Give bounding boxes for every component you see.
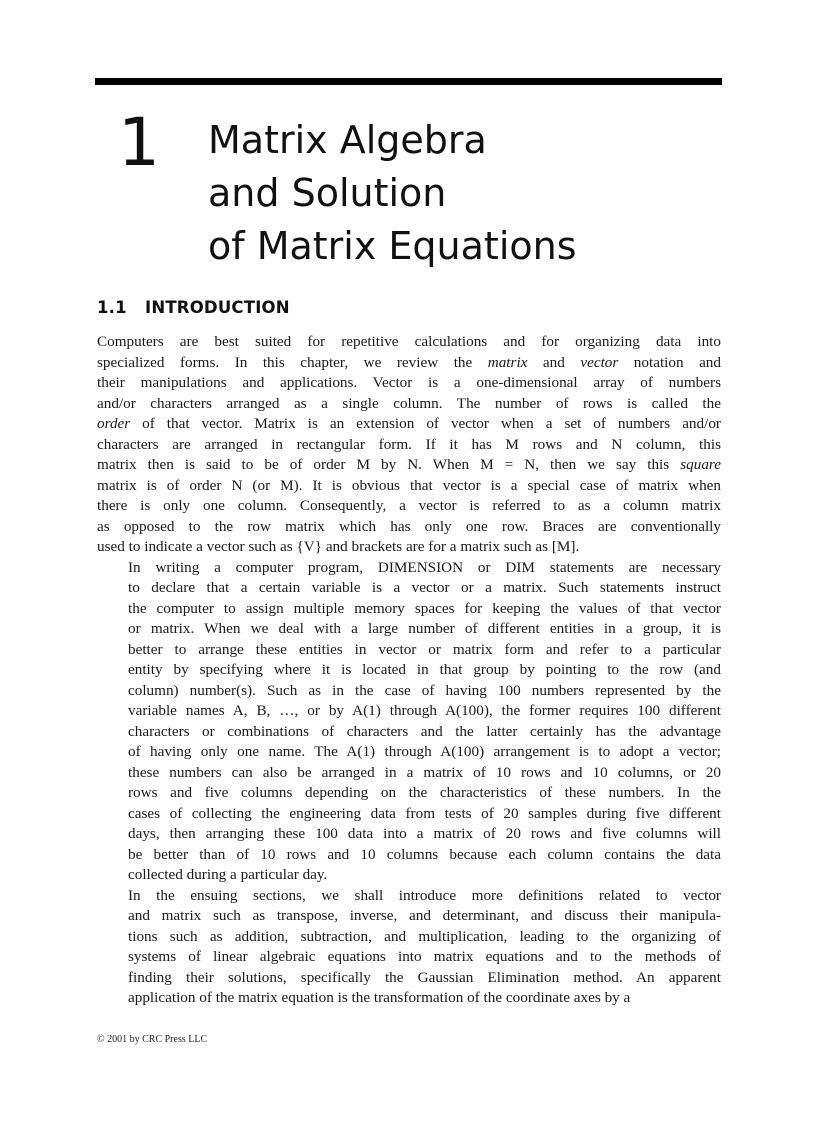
text-line	[97, 537, 721, 558]
text-segment: characters are arranged in rectangular form. If it has M rows and N column, this	[97, 435, 721, 453]
chapter-top-rule	[95, 78, 722, 85]
text-line	[97, 599, 721, 620]
text-line	[97, 742, 721, 763]
text-segment: application of the matrix equation is the transformation of the coordinate axes by a	[128, 989, 631, 1006]
text-segment: systems of linear algebraic equations into matrix equations and to the methods of	[128, 948, 721, 965]
text-line	[97, 517, 721, 538]
text-segment: collected during a particular day.	[128, 866, 328, 883]
text-segment: column) number(s). Such as in the case of having 100 numbers represented by the	[128, 681, 721, 699]
text-line	[97, 455, 721, 476]
text-line	[97, 927, 721, 948]
text-segment: and	[527, 353, 581, 371]
body-text	[97, 332, 721, 1009]
text-segment: tions such as addition, subtraction, and multiplication, leading to the organizing of	[128, 927, 721, 945]
section-heading	[97, 298, 290, 317]
text-segment: of that vector. Matrix is an extension of vector when a set of numbers and/or	[130, 415, 721, 432]
text-segment: notation and	[618, 353, 721, 371]
text-segment: of having only one name. The A(1) through A(100) arrangement is to adopt a vector;	[128, 743, 721, 760]
text-segment: be better than of 10 rows and 10 columns because each column contains the data	[128, 845, 721, 863]
text-line	[97, 332, 721, 353]
text-segment: there is only one column. Consequently, a vector is referred to as a column matrix	[97, 497, 721, 514]
text-line	[97, 435, 721, 456]
text-line	[97, 763, 721, 784]
text-segment: In writing a computer program, DIMENSION or DIM statements are necessary	[128, 558, 721, 576]
text-segment: matrix is of order N (or M). It is obvious that vector is a special case of matrix when	[97, 476, 721, 494]
text-segment: entity by specifying where it is located in that group by pointing to the row (and	[128, 661, 721, 678]
text-line	[97, 906, 721, 927]
italic-term: matrix	[487, 353, 528, 371]
text-line	[97, 783, 721, 804]
text-segment: days, then arranging these 100 data into a matrix of 20 rows and five columns will	[128, 825, 721, 842]
text-line	[97, 804, 721, 825]
text-line	[97, 947, 721, 968]
text-line	[97, 886, 721, 907]
chapter-title-line: of Matrix Equations	[208, 224, 577, 268]
text-line	[97, 988, 721, 1009]
text-segment: characters or combinations of characters and the latter certainly has the advantage	[128, 722, 721, 740]
text-segment: rows and five columns depending on the characteristics of these numbers. In the	[128, 784, 721, 801]
text-line	[97, 824, 721, 845]
copyright-footer: © 2001 by CRC Press LLC	[97, 1034, 208, 1045]
text-line	[97, 640, 721, 661]
text-line	[97, 353, 721, 374]
text-line	[97, 619, 721, 640]
text-line	[97, 558, 721, 579]
text-segment: specialized forms. In this chapter, we review the	[97, 353, 488, 371]
italic-term: square	[680, 456, 721, 473]
text-line	[97, 865, 721, 886]
text-line	[97, 701, 721, 722]
text-line	[97, 476, 721, 497]
paragraph	[97, 332, 721, 558]
text-line	[97, 414, 721, 435]
paragraph	[97, 558, 721, 886]
italic-term: order	[97, 415, 131, 432]
chapter-title-line: and Solution	[208, 171, 447, 215]
paragraph	[97, 886, 721, 1009]
text-line	[97, 660, 721, 681]
text-segment: and/or characters arranged as a single column. The number of rows is called the	[97, 394, 721, 412]
text-segment: variable names A, B, …, or by A(1) through A(100), the former requires 100 different	[128, 702, 721, 719]
text-segment: cases of collecting the engineering data from tests of 20 samples during five different	[128, 804, 721, 822]
text-segment: better to arrange these entities in vector or matrix form and refer to a particular	[128, 640, 721, 658]
text-segment: as opposed to the row matrix which has only one row. Braces are conventionally	[97, 517, 721, 535]
text-segment: to declare that a certain variable is a vector or a matrix. Such statements instruct	[128, 579, 721, 596]
text-line	[97, 394, 721, 415]
text-segment: and matrix such as transpose, inverse, and determinant, and discuss their manipula-	[128, 907, 721, 924]
text-segment: matrix then is said to be of order M by N. When M = N, then we say this	[97, 456, 681, 473]
section-title: INTRODUCTION	[145, 298, 290, 317]
text-segment: Computers are best suited for repetitive calculations and for organizing data into	[97, 333, 721, 350]
italic-term: vector	[580, 353, 619, 371]
chapter-title-line: Matrix Algebra	[208, 118, 487, 162]
text-segment: these numbers can also be arranged in a matrix of 10 rows and 10 columns, or 20	[128, 763, 721, 781]
text-segment: or matrix. When we deal with a large number of different entities in a group, it is	[128, 620, 721, 637]
text-segment: the computer to assign multiple memory spaces for keeping the values of that vector	[128, 599, 721, 617]
chapter-number: 1	[118, 104, 160, 181]
text-line	[97, 373, 721, 394]
text-segment: finding their solutions, specifically the Gaussian Elimination method. An apparent	[128, 968, 721, 986]
text-segment: In the ensuing sections, we shall introduce more definitions related to vector	[128, 886, 721, 904]
text-segment: their manipulations and applications. Vector is a one-dimensional array of numbers	[97, 374, 721, 391]
text-segment: used to indicate a vector such as {V} and brackets are for a matrix such as [M].	[97, 538, 580, 555]
text-line	[97, 968, 721, 989]
text-line	[97, 722, 721, 743]
text-line	[97, 578, 721, 599]
section-number: 1.1	[97, 298, 127, 317]
chapter-title	[208, 114, 708, 273]
text-line	[97, 681, 721, 702]
text-line	[97, 496, 721, 517]
text-line	[97, 845, 721, 866]
